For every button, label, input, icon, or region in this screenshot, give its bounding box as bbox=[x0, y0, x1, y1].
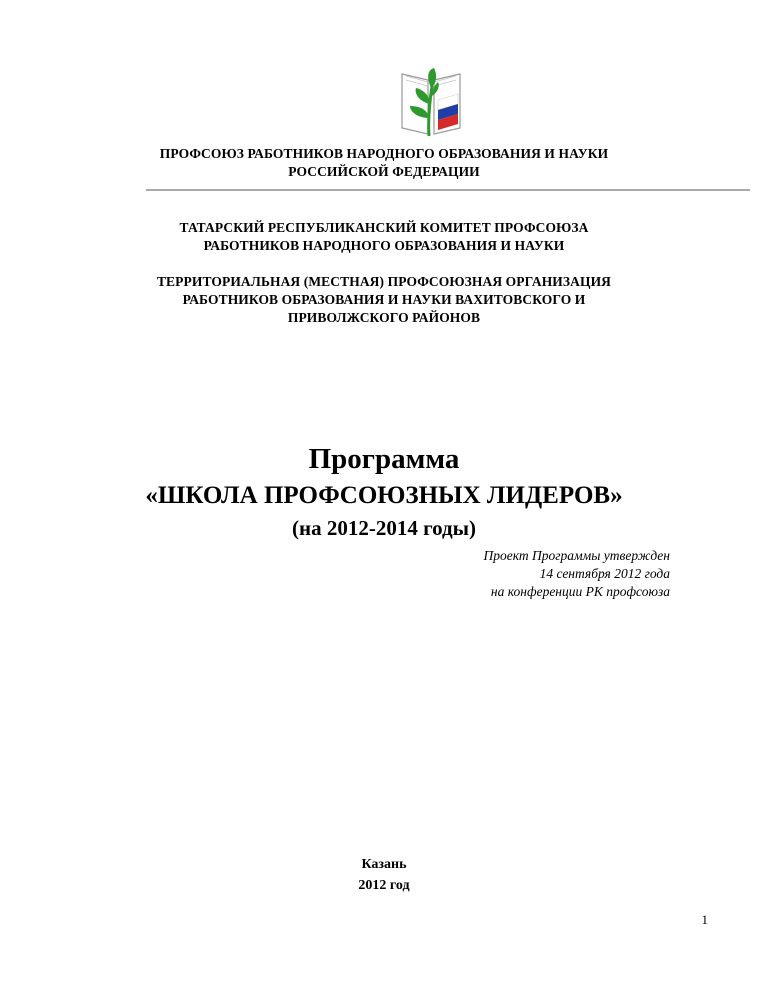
organization-header bbox=[100, 273, 668, 327]
organization-header-line: ТЕРРИТОРИАЛЬНАЯ (МЕСТНАЯ) ПРОФСОЮЗНАЯ ОРГАНИЗАЦИЯ bbox=[156, 274, 612, 289]
profsoyuz-logo-icon bbox=[398, 66, 464, 140]
page-number: 1 bbox=[701, 912, 708, 927]
approval-line: 14 сентября 2012 года bbox=[539, 566, 670, 581]
program-title: Программа bbox=[308, 443, 460, 475]
federation-header-line: РОССИЙСКОЙ ФЕДЕРАЦИИ bbox=[288, 164, 480, 179]
committee-header-line: ТАТАРСКИЙ РЕСПУБЛИКАНСКИЙ КОМИТЕТ ПРОФСОЮЗА bbox=[179, 220, 589, 235]
publication-year: 2012 год bbox=[358, 878, 410, 893]
organization-header-line: ПРИВОЛЖСКОГО РАЙОНОВ bbox=[287, 310, 481, 325]
header-divider bbox=[146, 189, 750, 191]
organization-header-line: РАБОТНИКОВ ОБРАЗОВАНИЯ И НАУКИ ВАХИТОВСКОГО И bbox=[182, 292, 586, 307]
approval-line: Проект Программы утвержден bbox=[483, 548, 670, 563]
program-years: (на 2012-2014 годы) bbox=[291, 516, 476, 540]
federation-header-line: ПРОФСОЮЗ РАБОТНИКОВ НАРОДНОГО ОБРАЗОВАНИЯ И НАУКИ bbox=[159, 146, 609, 161]
program-name: «ШКОЛА ПРОФСОЮЗНЫХ ЛИДЕРОВ» bbox=[145, 482, 623, 509]
committee-header-line: РАБОТНИКОВ НАРОДНОГО ОБРАЗОВАНИЯ И НАУКИ bbox=[203, 238, 565, 253]
city-name: Казань bbox=[361, 857, 407, 872]
committee-header bbox=[100, 219, 668, 255]
federation-header bbox=[100, 145, 668, 181]
approval-line: на конференции РК профсоюза bbox=[490, 584, 670, 599]
approval-note bbox=[483, 547, 670, 601]
